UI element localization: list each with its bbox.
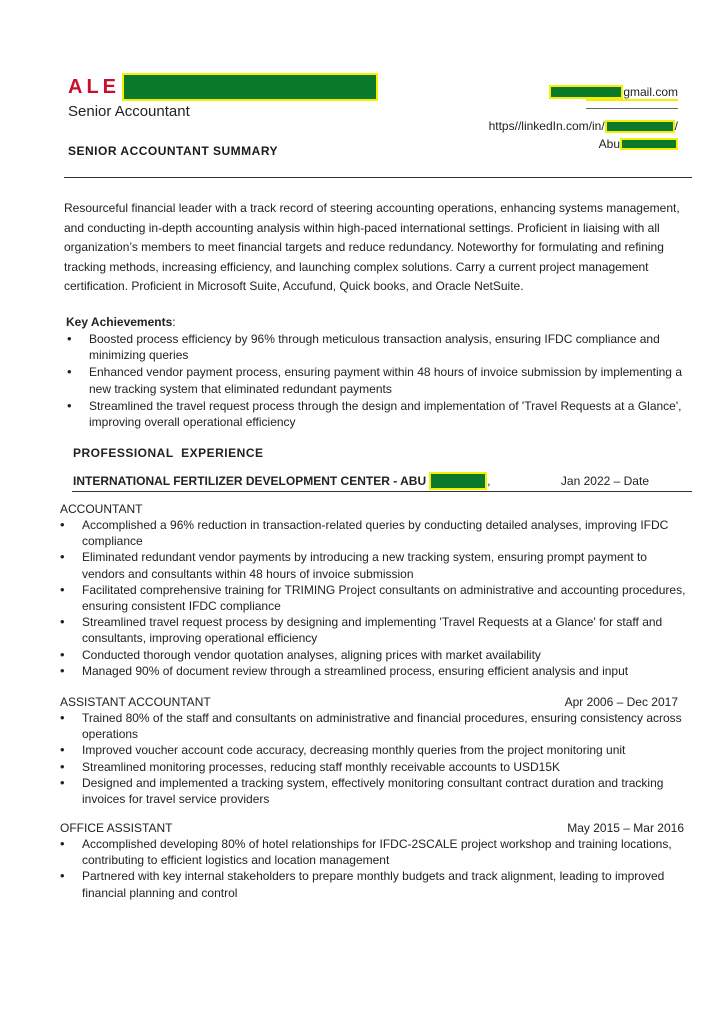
employer-divider (72, 491, 692, 492)
summary-heading: SENIOR ACCOUNTANT SUMMARY (68, 144, 279, 158)
candidate-name (68, 72, 378, 102)
experience-heading: PROFESSIONAL EXPERIENCE (73, 446, 264, 460)
achievements-colon: : (172, 315, 176, 329)
role-bullets (60, 836, 692, 901)
email-suffix: gmail.com (623, 85, 678, 99)
role-bullets (60, 517, 692, 679)
summary-paragraph: Resourceful financial leader with a track record of steering accounting operations, enhancing systems management, and conducting in-depth accounting analysis within high-paced international settings. Proficient in liaising with all organization’s members to meet financial targets and reduce redundancy. Noteworthy for formulating and refining tracking methods, increasing efficiency, and launching complex solutions. Carry a current project management certification. Proficient in Microsoft Suite, Accufund, Quick books, and Oracle NetSuite. (64, 201, 680, 294)
role-title: OFFICE ASSISTANT (60, 821, 173, 835)
employer-dates: Jan 2022 – Date (560, 474, 649, 488)
linkedin-prefix: https//linkedIn.com/in/ (488, 119, 605, 133)
redacted-location-block (620, 138, 678, 150)
achievements-section (66, 315, 692, 430)
role-assistant-accountant (60, 695, 692, 807)
list-item: • Streamlined monitoring processes, reducing staff monthly receivable accounts to USD15K (82, 759, 692, 775)
contact-phone (489, 101, 678, 113)
role-header (60, 695, 692, 709)
contact-block (489, 83, 678, 153)
list-item: • Managed 90% of document review through a streamlined process, ensuring efficient analysis and input (82, 663, 692, 679)
job-title: Senior Accountant (68, 103, 190, 120)
employer-trailing: , (487, 474, 491, 488)
linkedin-suffix: / (674, 119, 678, 133)
role-title: ACCOUNTANT (60, 502, 143, 516)
redacted-email-block (549, 85, 623, 99)
candidate-name-visible: ALE (68, 75, 120, 98)
role-bullets (60, 710, 692, 807)
employer-row (73, 472, 691, 492)
role-title: ASSISTANT ACCOUNTANT (60, 695, 211, 709)
list-item: • Enhanced vendor payment process, ensuring payment within 48 hours of invoice submission by implementing a new tracking system that eliminated redundant payments (89, 364, 692, 396)
list-item: • Improved voucher account code accuracy, decreasing monthly queries from the project monitoring unit (82, 742, 692, 758)
list-item: • Boosted process efficiency by 96% through meticulous transaction analysis, ensuring IFDC compliance and minimizing queries (89, 331, 692, 363)
redacted-phone-block (586, 99, 678, 109)
list-item: • Conducted thorough vendor quotation analyses, aligning prices with market availability (82, 647, 692, 663)
role-header (60, 502, 692, 516)
header-divider (64, 177, 692, 178)
role-dates: May 2015 – Mar 2016 (567, 821, 684, 835)
redacted-employer-location (429, 472, 487, 490)
redacted-linkedin-block (605, 120, 675, 133)
list-item: • Streamlined travel request process by designing and implementing 'Travel Requests at a Glance' for staff and consultants, improving operational efficiency (82, 614, 692, 646)
list-item: • Accomplished a 96% reduction in transaction-related queries by conducting detailed analyses, improving IFDC compliance (82, 517, 692, 549)
achievements-heading-text: Key Achievements (66, 315, 173, 329)
role-office-assistant (60, 821, 692, 901)
role-header (60, 821, 692, 835)
list-item: • Streamlined the travel request process through the design and implementation of 'Travel Requests at a Glance', improving overall operational efficiency (89, 398, 692, 430)
list-item: • Eliminated redundant vendor payments by introducing a new tracking system, ensuring prompt payment to vendors and consultants within 48 hours of invoice submission (82, 549, 692, 581)
role-dates: Apr 2006 – Dec 2017 (564, 695, 678, 709)
list-item: • Designed and implemented a tracking system, effectively monitoring consultant contract duration and tracking invoices for travel service providers (82, 775, 692, 807)
contact-location (489, 135, 678, 153)
role-accountant (60, 502, 692, 679)
employer-name: INTERNATIONAL FERTILIZER DEVELOPMENT CENTER - ABU (73, 474, 427, 488)
contact-linkedin (489, 117, 678, 135)
list-item: • Partnered with key internal stakeholders to prepare monthly budgets and track alignment, leading to improved financial planning and control (82, 868, 692, 900)
list-item: • Facilitated comprehensive training for TRIMING Project consultants on administrative and accounting procedures, ensuring consistent IFDC compliance (82, 582, 692, 614)
list-item: • Trained 80% of the staff and consultants on administrative and financial procedures, ensuring consistency across operations (82, 710, 692, 742)
achievements-heading (66, 315, 692, 329)
location-prefix: Abu (598, 137, 620, 151)
redacted-name-block (122, 73, 378, 101)
list-item: • Accomplished developing 80% of hotel relationships for IFDC-2SCALE project workshop and training locations, contributing to efficient logistics and location management (82, 836, 692, 868)
achievements-list (66, 331, 692, 430)
